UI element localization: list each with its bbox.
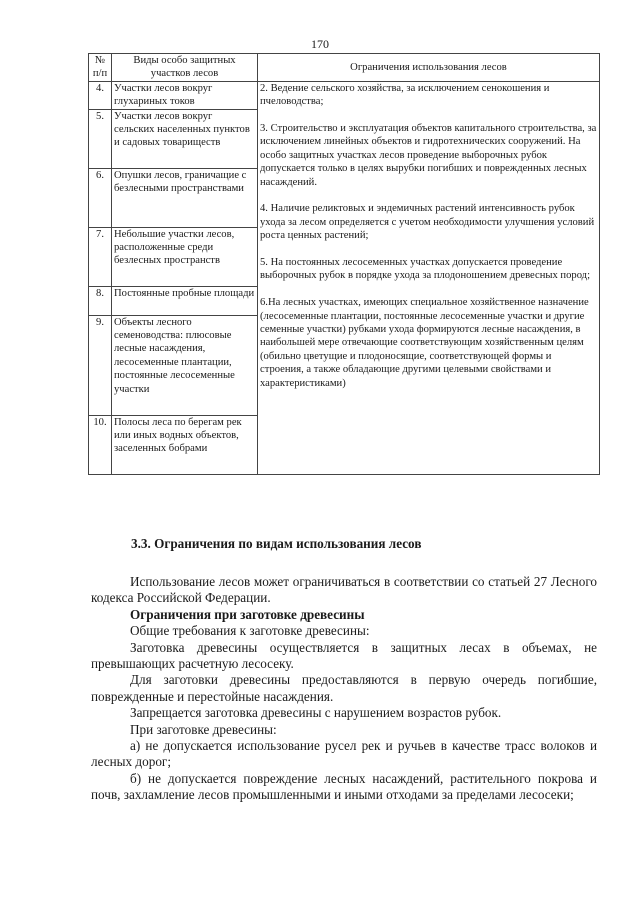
table-row	[89, 81, 600, 109]
row-num: 5.	[89, 109, 112, 168]
row-type: Опушки лесов, граничащие с безлесными пространствами	[112, 168, 258, 227]
row-type: Постоянные пробные площади	[112, 286, 258, 315]
row-type: Полосы леса по берегам рек или иных водных объектов, заселенных бобрами	[112, 415, 258, 474]
restriction-item: 6.На лесных участках, имеющих специальное хозяйственное назначение (лесосеменные плантации, постоянные лесосеменные участки и другие семенные участки) рубками ухода формируются лесные насаждения, в наибольшей мере отвечающие соответствующим хозяйственным целям (обильно цветущие и плодоносящие, соответствующей формы и строения, а также обладающие другими целевыми свойствами и характеристиками)	[260, 297, 589, 389]
restriction-item: 5. На постоянных лесосеменных участках допускается проведение выборочных рубок в порядке ухода за плодоношением древесных пород;	[260, 257, 591, 282]
paragraph: Заготовка древесины осуществляется в защитных лесах в объемах, не превышающих расчетную лесосеку.	[91, 639, 597, 672]
restriction-item: 4. Наличие реликтовых и эндемичных растений интенсивность рубок ухода за лесом определяется с учетом необходимости улучшения условий роста ценных растений;	[260, 203, 595, 242]
restriction-item: 2. Ведение сельского хозяйства, за исключением сенокошения и пчеловодства;	[260, 82, 550, 108]
table-header-row	[89, 54, 600, 82]
restrictions-cell	[258, 81, 600, 474]
row-num: 10.	[89, 415, 112, 474]
row-num: 9.	[89, 315, 112, 415]
paragraph: Общие требования к заготовке древесины:	[130, 623, 370, 639]
row-type: Участки лесов вокруг сельских населенных пунктов и садовых товариществ	[112, 109, 258, 168]
paragraph: Запрещается заготовка древесины с нарушением возрастов рубок.	[130, 705, 502, 721]
row-num: 6.	[89, 168, 112, 227]
list-item: б) не допускается повреждение лесных насаждений, растительного покрова и почв, захламление лесов промышленными и иными отходами за пределами лесосеки;	[91, 770, 597, 803]
list-item: а) не допускается использование русел рек и ручьев в качестве трасс волоков и лесных дорог;	[91, 738, 597, 770]
paragraph: Использование лесов может ограничиваться в соответствии со статьей 27 Лесного кодекса Российской Федерации.	[91, 574, 597, 606]
row-type: Объекты лесного семеноводства: плюсовые лесные насаждения, лесосеменные плантации, постоянные лесосеменные участки	[112, 315, 258, 415]
paragraph: При заготовке древесины:	[130, 721, 277, 737]
section-body	[91, 574, 597, 804]
section-heading: 3.3. Ограничения по видам использования лесов	[131, 536, 422, 551]
row-num: 7.	[89, 227, 112, 286]
header-num: № п/п	[89, 54, 112, 82]
header-type: Виды особо защитных участков лесов	[112, 54, 258, 82]
header-restrictions: Ограничения использования лесов	[258, 54, 600, 82]
paragraph: Для заготовки древесины предоставляются в первую очередь погибшие, поврежденные и перестойные насаждения.	[91, 672, 597, 704]
page-number: 170	[311, 37, 329, 51]
restrictions-table	[88, 53, 600, 475]
row-type: Небольшие участки лесов, расположенные среди безлесных пространств	[112, 227, 258, 286]
row-type: Участки лесов вокруг глухариных токов	[112, 81, 258, 109]
row-num: 8.	[89, 286, 112, 315]
subheading: Ограничения при заготовке древесины	[130, 606, 365, 622]
restriction-item: 3. Строительство и эксплуатация объектов капитального строительства, за исключением линейных объектов и гидротехнических сооружений. На особо защитных участках лесов проведение выборочных рубок допускается только в целях вырубки погибших и поврежденных лесных насаждений.	[260, 123, 597, 188]
row-num: 4.	[89, 81, 112, 109]
